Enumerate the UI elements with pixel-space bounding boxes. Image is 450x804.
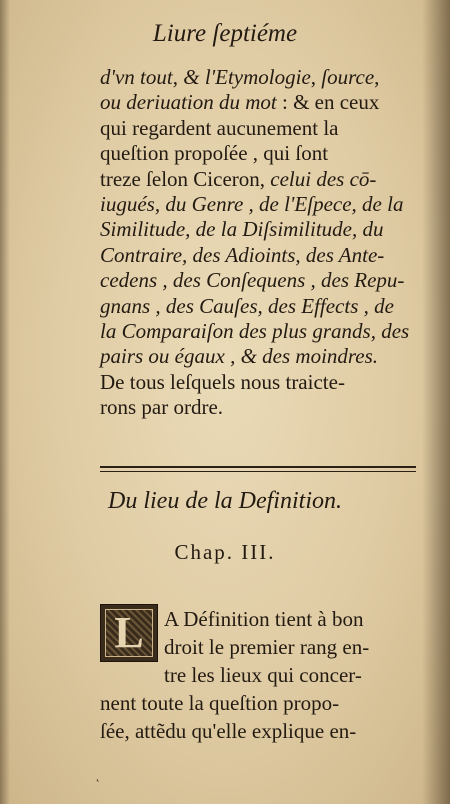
drop-cap-ornament [100,604,158,662]
italic-text: celui des cō- [270,166,377,191]
chapter-line: ſée, attẽdu qu'elle explique en- [100,719,357,743]
body-line [100,343,378,369]
italic-text: d'vn tout [100,65,173,89]
roman-text: treze ſelon Ciceron, [100,166,271,191]
roman-text: , [374,65,380,89]
italic-text: iugués, du Genre , de l'Eſpece, de la [100,192,404,216]
italic-text: ou deriuation du mot [100,90,277,115]
running-title: Liure ſeptiéme [152,20,298,47]
page-edge-shadow [422,0,450,804]
italic-text: pairs ou égaux , & des moindres. [100,344,379,369]
chapter-line: tre les lieux qui concer- [164,663,362,687]
chapter-line: nent toute la queſtion propo- [100,691,340,715]
italic-text: cedens , des Conſequens , des Repu- [100,268,405,293]
drop-cap-letter: L [114,608,144,657]
roman-text: De tous leſquels nous traicte- [100,369,345,394]
body-line [100,369,345,395]
body-line [100,216,383,242]
body-line [100,267,404,293]
roman-text: , [310,65,322,89]
roman-text: queſtion propoſée , qui ſont [100,141,329,166]
roman-text: rons par ordre. [100,395,224,420]
italic-text: ſource [321,65,375,89]
italic-text: Similitude, de la Diſsimilitude, du [100,217,384,242]
chapter-label: Chap. III. [174,540,276,564]
body-line [100,166,376,192]
roman-text: qui regardent aucunement la [100,115,339,140]
body-line [100,191,403,217]
body-line [100,89,379,115]
italic-text: Contraire, des Adioints, des Ante- [100,242,385,267]
section-title: Du lieu de la Definition. [108,488,342,514]
body-line [100,242,384,268]
body-line [100,115,338,141]
signature-mark: ˛ [96,768,100,782]
roman-text: , [172,65,184,89]
body-line [100,318,409,344]
italic-text: la Comparaiſon des plus grands, des [100,319,410,343]
body-line [100,140,328,166]
chapter-line: A Définition tient à bon [164,607,364,631]
body-line [100,293,394,319]
page-gutter-shadow [0,0,10,804]
body-line [100,64,379,90]
roman-text: : & en ceux [276,90,380,115]
section-divider [100,466,416,472]
italic-text: & l'Etymologie [183,65,311,89]
chapter-line: droit le premier rang en- [164,635,370,659]
italic-text: gnans , des Cauſes, des Effects , de [100,293,394,318]
body-line [100,394,223,420]
